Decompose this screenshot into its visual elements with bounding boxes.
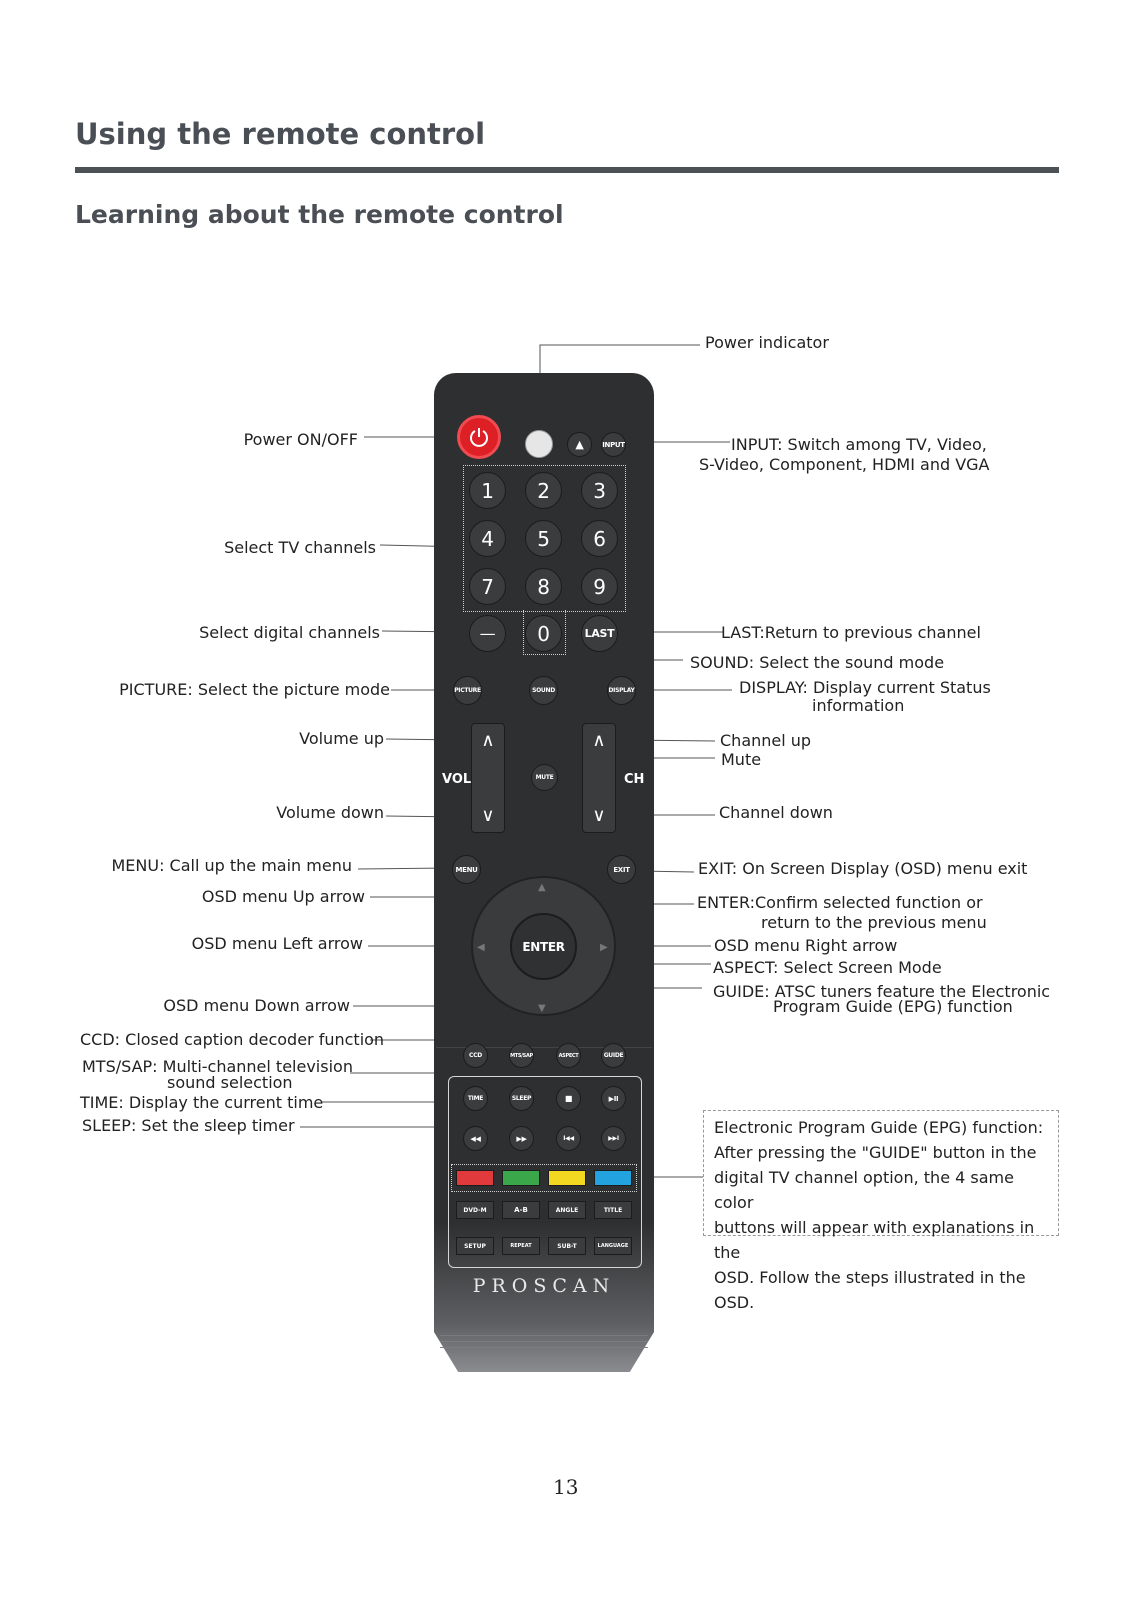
volume-up-icon[interactable]: ∧: [481, 730, 495, 751]
epg-note-line: digital TV channel option, the 4 same color: [714, 1168, 1014, 1212]
aspect-button[interactable]: ASPECT: [556, 1043, 581, 1068]
picture-button[interactable]: PICTURE: [453, 676, 482, 705]
label-osd-down: OSD menu Down arrow: [163, 996, 350, 1015]
osd-up-arrow-icon[interactable]: ▲: [538, 882, 546, 893]
remote-grip-line: [440, 1335, 648, 1336]
label-osd-left: OSD menu Left arrow: [191, 934, 363, 953]
volume-down-icon[interactable]: ∨: [481, 805, 495, 826]
next-icon[interactable]: ▶▶I: [601, 1126, 626, 1151]
enter-button[interactable]: ENTER: [510, 913, 577, 980]
label-power-onoff: Power ON/OFF: [243, 430, 358, 449]
vol-label: VOL: [442, 772, 472, 787]
label-enter-2: return to the previous menu: [761, 913, 987, 932]
label-select-digital: Select digital channels: [199, 623, 380, 642]
label-exit: EXIT: On Screen Display (OSD) menu exit: [698, 859, 1028, 878]
mute-button[interactable]: MUTE: [531, 764, 558, 791]
digit-9-button[interactable]: 9: [581, 568, 618, 605]
epg-note-line: Electronic Program Guide (EPG) function:: [714, 1118, 1044, 1137]
label-volume-up: Volume up: [299, 729, 384, 748]
osd-left-arrow-icon[interactable]: ◀: [477, 942, 485, 953]
label-power-indicator: Power indicator: [705, 333, 829, 352]
label-sound: SOUND: Select the sound mode: [690, 653, 945, 672]
label-mts-2: sound selection: [167, 1073, 293, 1092]
digit-5-button[interactable]: 5: [525, 520, 562, 557]
ch-label: CH: [624, 772, 645, 787]
page-title: Using the remote control: [75, 117, 486, 151]
input-button[interactable]: INPUT: [601, 432, 626, 457]
epg-note-line: After pressing the "GUIDE" button in the: [714, 1143, 1037, 1162]
language-button[interactable]: LANGUAGE: [594, 1237, 632, 1255]
osd-right-arrow-icon[interactable]: ▶: [600, 942, 608, 953]
channel-up-icon[interactable]: ∧: [592, 730, 606, 751]
red-key[interactable]: [456, 1170, 494, 1186]
sound-button[interactable]: SOUND: [529, 676, 558, 705]
menu-button[interactable]: MENU: [452, 855, 481, 884]
digit-3-button[interactable]: 3: [581, 472, 618, 509]
label-aspect: ASPECT: Select Screen Mode: [713, 958, 942, 977]
dvd-m-button[interactable]: DVD-M: [456, 1201, 494, 1219]
exit-button[interactable]: EXIT: [607, 855, 636, 884]
label-guide-1: GUIDE: ATSC tuners feature the Electronic: [713, 982, 1051, 1001]
sleep-button[interactable]: SLEEP: [509, 1086, 534, 1111]
play-pause-icon[interactable]: ▶II: [601, 1086, 626, 1111]
rewind-icon[interactable]: ◀◀: [463, 1126, 488, 1151]
label-osd-up: OSD menu Up arrow: [201, 887, 365, 906]
ccd-button[interactable]: CCD: [463, 1043, 488, 1068]
time-button[interactable]: TIME: [463, 1086, 488, 1111]
digit-4-button[interactable]: 4: [469, 520, 506, 557]
power-indicator-led: [525, 430, 553, 458]
remote-grip-line: [440, 1341, 648, 1342]
remote-grip-line: [440, 1347, 648, 1348]
label-mute: Mute: [721, 750, 762, 769]
label-ccd: CCD: Closed caption decoder function: [80, 1030, 385, 1049]
fast-forward-icon[interactable]: ▶▶: [509, 1126, 534, 1151]
title-button[interactable]: TITLE: [594, 1201, 632, 1219]
epg-note-line: OSD. Follow the steps illustrated in the OSD.: [714, 1268, 1026, 1312]
blue-key[interactable]: [594, 1170, 632, 1186]
repeat-button[interactable]: REPEAT: [502, 1237, 540, 1255]
label-sleep: SLEEP: Set the sleep timer: [82, 1116, 295, 1135]
previous-icon[interactable]: I◀◀: [556, 1126, 581, 1151]
label-input-2: S-Video, Component, HDMI and VGA: [699, 455, 990, 474]
brand-logo: PROSCAN: [472, 1275, 616, 1297]
label-display-2: information: [812, 696, 905, 715]
dash-button[interactable]: —: [469, 615, 506, 652]
label-mts-1: MTS/SAP: Multi-channel television: [82, 1057, 353, 1076]
label-guide-2: Program Guide (EPG) function: [773, 997, 1013, 1016]
green-key[interactable]: [502, 1170, 540, 1186]
stop-icon[interactable]: ■: [556, 1086, 581, 1111]
label-volume-down: Volume down: [276, 803, 384, 822]
channel-rocker[interactable]: [582, 723, 616, 833]
yellow-key[interactable]: [548, 1170, 586, 1186]
page-number: 13: [553, 1475, 579, 1499]
label-display-1: DISPLAY: Display current Status: [739, 678, 991, 697]
digit-1-button[interactable]: 1: [469, 472, 506, 509]
section-heading: Learning about the remote control: [75, 200, 564, 229]
digit-8-button[interactable]: 8: [525, 568, 562, 605]
volume-rocker[interactable]: [471, 723, 505, 833]
label-channel-down: Channel down: [719, 803, 833, 822]
last-button[interactable]: LAST: [581, 615, 618, 652]
setup-button[interactable]: SETUP: [456, 1237, 494, 1255]
power-button[interactable]: [457, 415, 501, 459]
digit-0-button[interactable]: 0: [525, 615, 562, 652]
label-channel-up: Channel up: [720, 731, 812, 750]
a-b-button[interactable]: A-B: [502, 1201, 540, 1219]
label-enter-1: ENTER:Confirm selected function or: [697, 893, 983, 912]
epg-note-line: buttons will appear with explanations in the: [714, 1218, 1035, 1262]
label-time: TIME: Display the current time: [80, 1093, 324, 1112]
angle-button[interactable]: ANGLE: [548, 1201, 586, 1219]
power-icon: [468, 426, 490, 448]
digit-7-button[interactable]: 7: [469, 568, 506, 605]
eject-button[interactable]: ▲: [567, 432, 592, 457]
mts-sap-button[interactable]: MTS/SAP: [509, 1043, 534, 1068]
display-button[interactable]: DISPLAY: [607, 676, 636, 705]
digit-2-button[interactable]: 2: [525, 472, 562, 509]
digit-6-button[interactable]: 6: [581, 520, 618, 557]
label-last: LAST:Return to previous channel: [721, 623, 981, 642]
osd-down-arrow-icon[interactable]: ▼: [538, 1003, 546, 1014]
label-input-1: INPUT: Switch among TV, Video,: [731, 435, 987, 454]
channel-down-icon[interactable]: ∨: [592, 805, 606, 826]
epg-note-box: [703, 1110, 1059, 1312]
label-picture: PICTURE: Select the picture mode: [119, 680, 390, 699]
label-menu: MENU: Call up the main menu: [111, 856, 352, 875]
label-select-tv: Select TV channels: [224, 538, 376, 557]
guide-button[interactable]: GUIDE: [601, 1043, 626, 1068]
sub-t-button[interactable]: SUB-T: [548, 1237, 586, 1255]
label-osd-right: OSD menu Right arrow: [714, 936, 898, 955]
